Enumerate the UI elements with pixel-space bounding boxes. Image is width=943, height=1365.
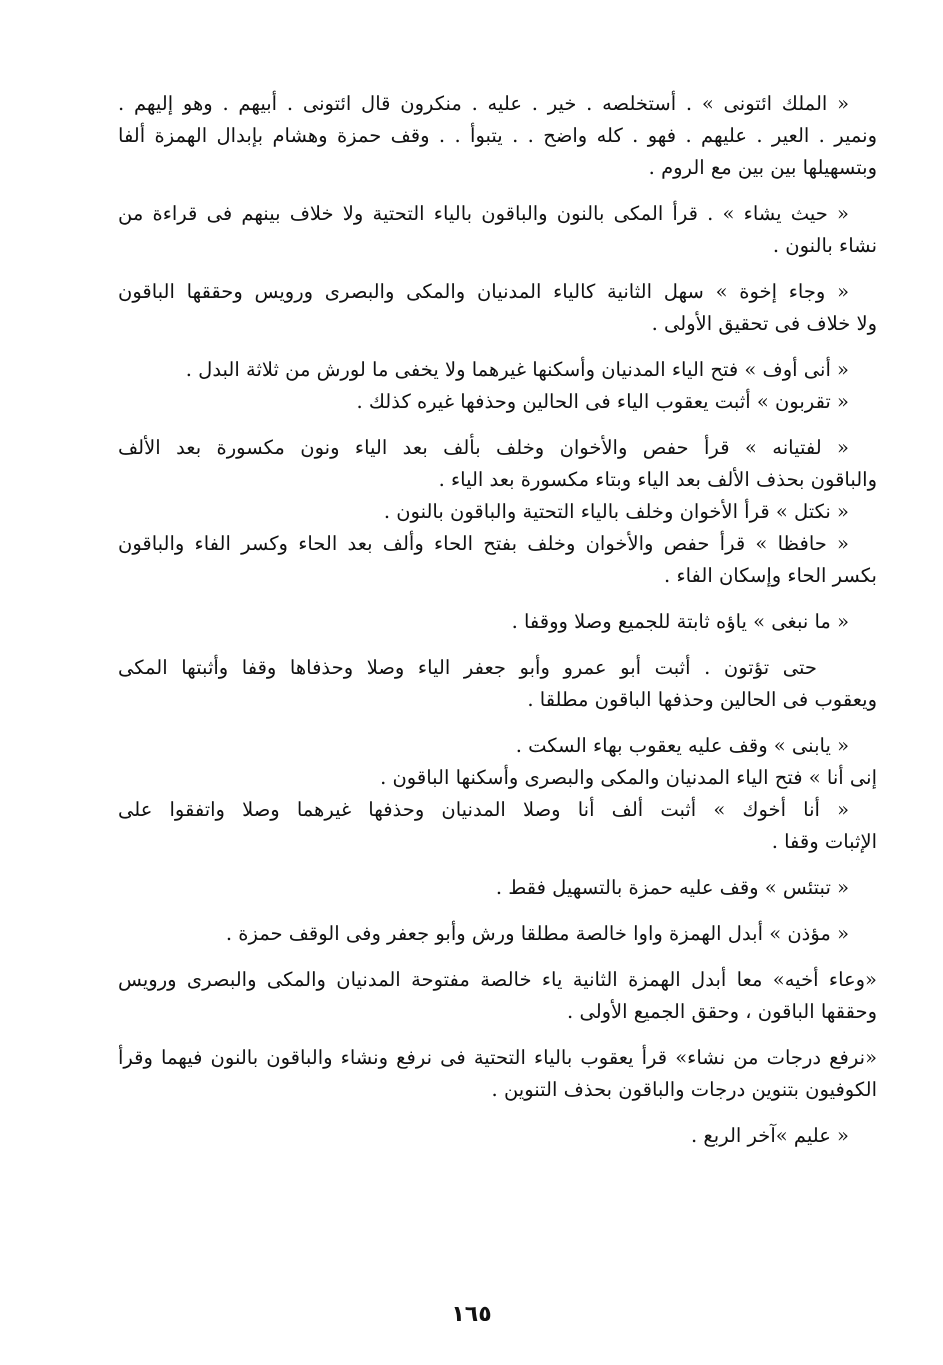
text-line: الإثبات وقفا . — [771, 830, 877, 853]
text-line: وبتسهيلها بين بين مع الروم . — [648, 156, 877, 179]
text-line: « ما نبغى » ياؤه ثابتة للجميع وصلا ووقفا . — [511, 610, 849, 633]
text-line: بكسر الحاء وإسكان الفاء . — [664, 564, 877, 587]
text-line: ولا خلاف فى تحقيق الأولى . — [651, 312, 877, 335]
text-line: وحققها الباقون ، وحقق الجميع الأولى . — [567, 1000, 877, 1023]
paragraph-15 — [118, 918, 877, 950]
page-number: ١٦٥ — [451, 1302, 492, 1327]
paragraph-12 — [118, 762, 877, 794]
text-line: إنى أنا » فتح الياء المدنيان والمكى والبصرى وأسكنها الباقون . — [380, 766, 877, 789]
paragraph-6 — [118, 432, 877, 496]
text-line: « حافظا » قرأ حفص والأخوان وخلف بفتح الحاء وألف بعد الحاء وكسر الفاء والباقون — [118, 532, 849, 555]
paragraph-11 — [118, 730, 877, 762]
paragraph-9 — [118, 606, 877, 638]
text-line: والباقون بحذف الألف بعد الياء وبتاء مكسورة بعد الياء . — [438, 468, 877, 491]
paragraph-7 — [118, 496, 877, 528]
paragraph-18 — [118, 1120, 877, 1152]
text-line: الكوفيون بتنوين درجات والباقون بحذف التنوين . — [491, 1078, 877, 1101]
paragraph-10 — [118, 652, 877, 716]
text-line: ونمير . العير . عليهم . فهو . كله واضح . . يتبوأ . . وقف حمزة وهشام بإبدال الهمزة ألفا — [118, 124, 877, 147]
body-text — [118, 88, 877, 1152]
text-line: « نكتل » قرأ الأخوان وخلف بالياء التحتية والباقون بالنون . — [383, 500, 849, 523]
paragraph-2 — [118, 198, 877, 262]
paragraph-17 — [118, 1042, 877, 1106]
text-line: ويعقوب فى الحالين وحذفها الباقون مطلقا . — [527, 688, 877, 711]
text-line: « وجاء إخوة » سهل الثانية كالياء المدنيان والمكى والبصرى ورويس وحققها الباقون — [118, 280, 849, 303]
text-line: « مؤذن » أبدل الهمزة واوا خالصة مطلقا ورش وأبو جعفر وفى الوقف حمزة . — [225, 922, 849, 945]
paragraph-8 — [118, 528, 877, 592]
text-line: « الملك ائتونى » . أستخلصه . خير . عليه . منكرون قال ائتونى . أبيهم . وهو إليهم . — [118, 92, 849, 115]
text-line: «نرفع درجات من نشاء» قرأ يعقوب بالياء التحتية فى نرفع ونشاء والباقون بالنون فيهما وقرأ — [118, 1046, 877, 1069]
paragraph-1 — [118, 88, 877, 184]
text-line: « أنا أخوك » أثبت ألف أنا وصلا المدنيان وحذفها غيرهما وصلا واتفقوا على — [118, 798, 849, 821]
text-line: نشاء بالنون . — [772, 234, 877, 257]
text-line: «وعاء أخيه» معا أبدل الهمزة الثانية ياء خالصة مفتوحة المدنيان والمكى والبصرى ورويس — [118, 968, 877, 991]
text-line: « أنى أوف » فتح الياء المدنيان وأسكنها غيرهما ولا يخفى ما لورش من ثلاثة البدل . — [185, 358, 849, 381]
text-line: « تبتئس » وقف عليه حمزة بالتسهيل فقط . — [495, 876, 849, 899]
text-line: « لفتيانه » قرأ حفص والأخوان وخلف بألف بعد الياء ونون مكسورة بعد الألف — [118, 436, 849, 459]
text-line: « حيث يشاء » . قرأ المكى بالنون والباقون بالياء التحتية ولا خلاف بينهم فى قراءة من — [118, 202, 849, 225]
paragraph-14 — [118, 872, 877, 904]
paragraph-5 — [118, 386, 877, 418]
paragraph-16 — [118, 964, 877, 1028]
text-line: « يابنى » وقف عليه يعقوب بهاء السكت . — [515, 734, 849, 757]
text-line: « تقربون » أثبت يعقوب الياء فى الحالين وحذفها غيره كذلك . — [356, 390, 849, 413]
text-line: حتى تؤتون . أثبت أبو عمرو وأبو جعفر الياء وصلا وحذفاها وقفا وأثبتها المكى — [118, 656, 817, 679]
paragraph-3 — [118, 276, 877, 340]
paragraph-13 — [118, 794, 877, 858]
text-line: « عليم »آخر الربع . — [691, 1124, 849, 1147]
paragraph-4 — [118, 354, 877, 386]
